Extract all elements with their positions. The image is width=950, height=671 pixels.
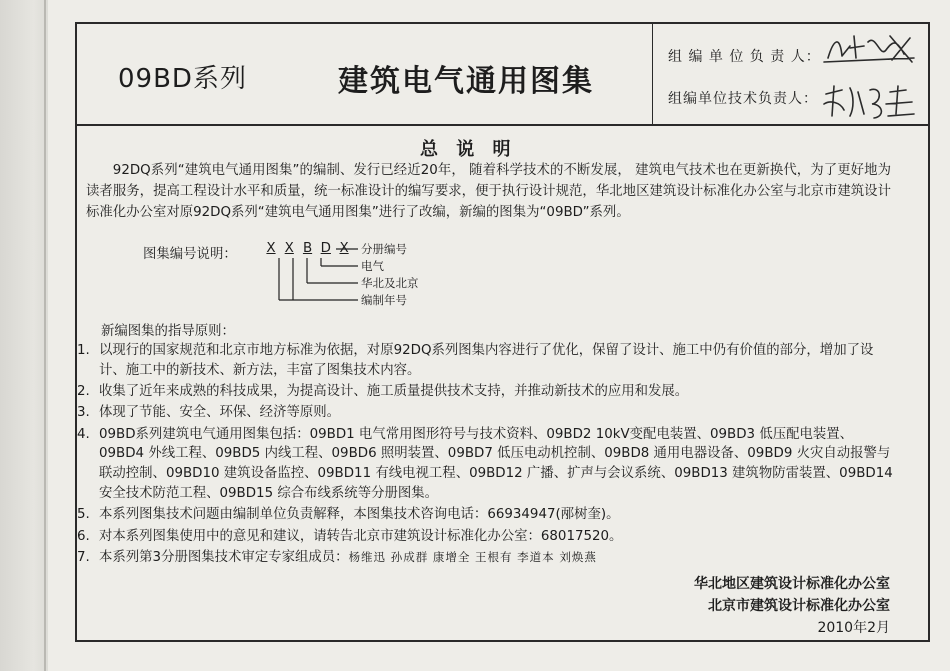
list-item: 1. 以现行的国家规范和北京市地方标准为依据，对原92DQ系列图集内容进行了优化，保留了设计、施工中仍有价值的部分，增加了设计、施工中的新技术、新方法，丰富了图集技术内容。 (77, 343, 874, 378)
code-letter: X (284, 241, 294, 256)
list-item: 6. 对本系列图集使用中的意见和建议，请转告北京市建筑设计标准化办公室：68017520。 (77, 528, 623, 544)
expert-names: 杨维迅 孙成群 康增全 王根有 李道本 刘焕燕 (348, 549, 597, 564)
principles-title: 新编图集的指导原则： (101, 324, 235, 339)
code-letter: D (320, 241, 331, 256)
list-item: 4. 09BD系列建筑电气通用图集包括：09BD1 电气常用图形符号与技术资料、09BD2 10kV变配电装置、09BD3 低压配电装置、09BD4 外线工程、09BD5 内线工程、09BD6 照明装置、09BD7 低压电动机控制、09BD8 通用电器设备、09BD9 火灾自动报警与联动控制、09BD10 建筑设备监控、09BD11 有线电视工程、09BD12 广播、扩声与会议系统、09BD13 建筑物防雷装置、09BD14 安全技术防范工程、09BD15 综合布线系统等分册图集。 (77, 426, 893, 502)
list-item: 5. 本系列图集技术问题由编制单位负责解释，本图集技术咨询电话：66934947(邴树奎)。 (77, 507, 620, 523)
code-letter: X (339, 241, 349, 256)
code-note-region: 华北及北京 (361, 276, 419, 290)
technical-head-label: 组编单位技术负责人： (668, 91, 818, 107)
issuer-beijing: 北京市建筑设计标准化办公室 (708, 598, 890, 614)
issuer-north-china: 华北地区建筑设计标准化办公室 (694, 576, 890, 592)
atlas-title: 建筑电气通用图集 (338, 64, 594, 99)
code-letter: B (302, 241, 313, 256)
unit-head-signature (820, 28, 920, 68)
list-item: 3. 体现了节能、安全、环保、经济等原则。 (77, 405, 341, 421)
code-letter: X (266, 241, 276, 256)
code-note-electric: 电气 (361, 259, 384, 273)
technical-head-signature (820, 80, 920, 122)
principles-list (77, 341, 895, 569)
intro-paragraph: 92DQ系列“建筑电气通用图集”的编制、发行已经近20年， 随着科学技术的不断发展， 建筑电气技术也在更新换代，为了更好地为读者服务，提高工程设计水平和质量，统一标准设计的编写要求，便于执行设计规范，华北地区建筑设计标准化办公室与北京市建筑设计标准化办公室对原92DQ系列“建筑电气通用图集”进行了改编，新编的图集为“09BD”系列。 (86, 163, 892, 220)
title-block-divider (652, 22, 653, 126)
code-note-volume: 分册编号 (361, 242, 407, 256)
list-item: 7. 本系列第3分册图集技术审定专家组成员：杨维迅 孙成群 康增全 王根有 李道本 刘焕燕 (77, 549, 597, 565)
binding-gutter (0, 0, 48, 671)
issue-date: 2010年2月 (817, 620, 890, 636)
list-item: 2. 收集了近年来成熟的科技成果，为提高设计、施工质量提供技术支持，并推动新技术的应用和发展。 (77, 384, 689, 400)
unit-head-label: 组 编 单 位 负 责 人： (668, 49, 821, 65)
code-note-year: 编制年号 (361, 293, 407, 307)
series-label: 09BD系列 (118, 64, 247, 94)
code-legend-label: 图集编号说明： (143, 247, 237, 262)
binding-edge (44, 0, 46, 671)
section-title: 总 说 明 (420, 139, 517, 160)
